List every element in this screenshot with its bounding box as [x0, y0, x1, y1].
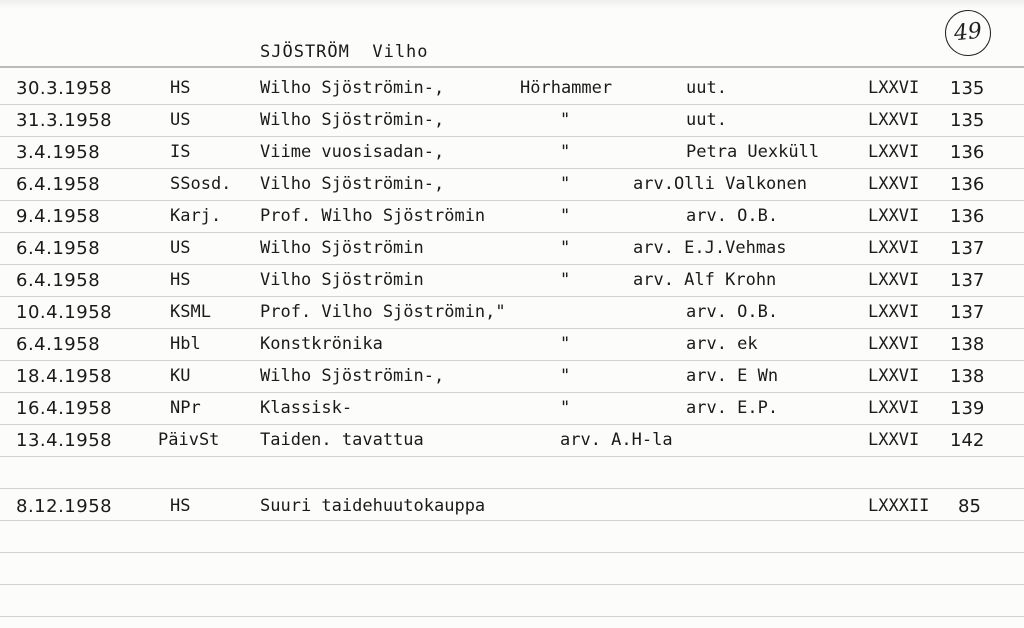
entry-paper: KU	[170, 366, 191, 386]
ruled-line	[0, 584, 1024, 585]
entry-paper: HS	[170, 496, 191, 516]
entry-page: 136	[950, 174, 985, 195]
entry-date: 31.3.1958	[16, 110, 113, 131]
entry-page: 135	[950, 78, 985, 99]
entry-title: Konstkrönika	[260, 334, 383, 354]
ditto-mark: "	[560, 366, 571, 386]
entry-title: Vilho Sjöströmin-,	[260, 174, 445, 194]
card-header: SJÖSTRÖM Vilho	[260, 42, 429, 62]
ditto-mark: "	[560, 110, 571, 130]
entry-paper: IS	[170, 142, 191, 162]
entry-reviewer: arv. Alf Krohn	[633, 270, 777, 290]
entry-date: 10.4.1958	[16, 302, 113, 323]
card-top-edge	[0, 0, 1024, 8]
entry-row	[0, 366, 1024, 394]
card-number: 49	[943, 8, 994, 59]
entry-reviewer: arv. E.P.	[686, 398, 779, 418]
entry-page: 138	[950, 334, 985, 355]
entry-row	[0, 302, 1024, 330]
entry-page: 137	[950, 238, 985, 259]
entry-title: Taiden. tavattua	[260, 430, 424, 450]
entry-row	[0, 398, 1024, 426]
entry-ref: LXXVI	[868, 174, 920, 194]
entry-paper: US	[170, 110, 191, 130]
entry-title: Wilho Sjöströmin	[260, 238, 424, 258]
entry-page: 135	[950, 110, 985, 131]
entry-paper: Karj.	[170, 206, 222, 226]
entry-page: 85	[958, 496, 981, 517]
entry-paper: US	[170, 238, 191, 258]
entry-row	[0, 334, 1024, 362]
ditto-mark: "	[560, 238, 571, 258]
entry-reviewer: arv. A.H-la	[560, 430, 673, 450]
entry-row	[0, 110, 1024, 138]
entry-paper: SSosd.	[170, 174, 232, 194]
entry-row	[0, 430, 1024, 458]
entry-paper: NPr	[170, 398, 201, 418]
entry-page: 139	[950, 398, 985, 419]
entry-paper: KSML	[170, 302, 211, 322]
entry-row	[0, 142, 1024, 170]
entry-page: 136	[950, 206, 985, 227]
entry-title: Klassisk-	[260, 398, 353, 418]
entry-ref: LXXVI	[868, 398, 920, 418]
header-rule	[0, 66, 1024, 68]
entry-reviewer: arv. E Wn	[686, 366, 779, 386]
entry-page: 137	[950, 270, 985, 291]
entry-ref: LXXVI	[868, 270, 920, 290]
entry-reviewer: arv.Olli Valkonen	[633, 174, 807, 194]
entry-title: Viime vuosisadan-,	[260, 142, 445, 162]
entry-ref: LXXVI	[868, 206, 920, 226]
entry-title: Prof. Wilho Sjöströmin	[260, 206, 486, 226]
entry-title: Wilho Sjöströmin-,	[260, 366, 445, 386]
entry-ref: LXXVI	[868, 142, 920, 162]
ditto-mark: "	[560, 334, 571, 354]
entry-ref: LXXXII	[868, 496, 930, 516]
entry-date: 30.3.1958	[16, 78, 113, 99]
ditto-mark: "	[560, 398, 571, 418]
ditto-mark: "	[560, 174, 571, 194]
entry-date: 8.12.1958	[16, 496, 113, 517]
entry-reviewer: arv. E.J.Vehmas	[633, 238, 787, 258]
entry-paper: HS	[170, 270, 191, 290]
entry-title: Wilho Sjöströmin-,	[260, 78, 445, 98]
entry-page: 138	[950, 366, 985, 387]
entry-date: 6.4.1958	[16, 270, 101, 291]
entry-reviewer: uut.	[686, 110, 727, 130]
entry-row	[0, 238, 1024, 266]
entry-reviewer: arv. O.B.	[686, 206, 779, 226]
entry-date: 6.4.1958	[16, 238, 101, 259]
entry-reviewer: uut.	[686, 78, 727, 98]
ditto-mark: "	[560, 270, 571, 290]
entry-ref: LXXVI	[868, 302, 920, 322]
entry-author: Hörhammer	[520, 78, 613, 98]
entry-date: 6.4.1958	[16, 334, 101, 355]
entry-ref: LXXVI	[868, 334, 920, 354]
entry-ref: LXXVI	[868, 238, 920, 258]
ditto-mark: "	[560, 142, 571, 162]
entry-date: 3.4.1958	[16, 142, 101, 163]
entry-row	[0, 496, 1024, 524]
ruled-line	[0, 552, 1024, 553]
entry-row	[0, 270, 1024, 298]
entry-ref: LXXVI	[868, 366, 920, 386]
entry-date: 9.4.1958	[16, 206, 101, 227]
entry-page: 142	[950, 430, 985, 451]
entry-title: Suuri taidehuutokauppa	[260, 496, 486, 516]
entry-ref: LXXVI	[868, 110, 920, 130]
entry-reviewer: arv. O.B.	[686, 302, 779, 322]
entry-row	[0, 174, 1024, 202]
entry-date: 16.4.1958	[16, 398, 113, 419]
entry-row	[0, 78, 1024, 106]
entry-title: Vilho Sjöströmin	[260, 270, 424, 290]
ruled-line	[0, 488, 1024, 489]
ruled-line	[0, 616, 1024, 617]
entry-date: 13.4.1958	[16, 430, 113, 451]
entry-reviewer: Petra Uexküll	[686, 142, 820, 162]
entry-row	[0, 206, 1024, 234]
entry-paper: Hbl	[170, 334, 201, 354]
entry-page: 136	[950, 142, 985, 163]
entry-title: Prof. Vilho Sjöströmin,"	[260, 302, 506, 322]
entry-title: Wilho Sjöströmin-,	[260, 110, 445, 130]
entry-paper: HS	[170, 78, 191, 98]
entry-date: 6.4.1958	[16, 174, 101, 195]
entry-date: 18.4.1958	[16, 366, 113, 387]
entry-ref: LXXVI	[868, 78, 920, 98]
entry-paper: PäivSt	[158, 430, 220, 450]
entry-ref: LXXVI	[868, 430, 920, 450]
ditto-mark: "	[560, 206, 571, 226]
entry-reviewer: arv. ek	[686, 334, 758, 354]
entry-page: 137	[950, 302, 985, 323]
